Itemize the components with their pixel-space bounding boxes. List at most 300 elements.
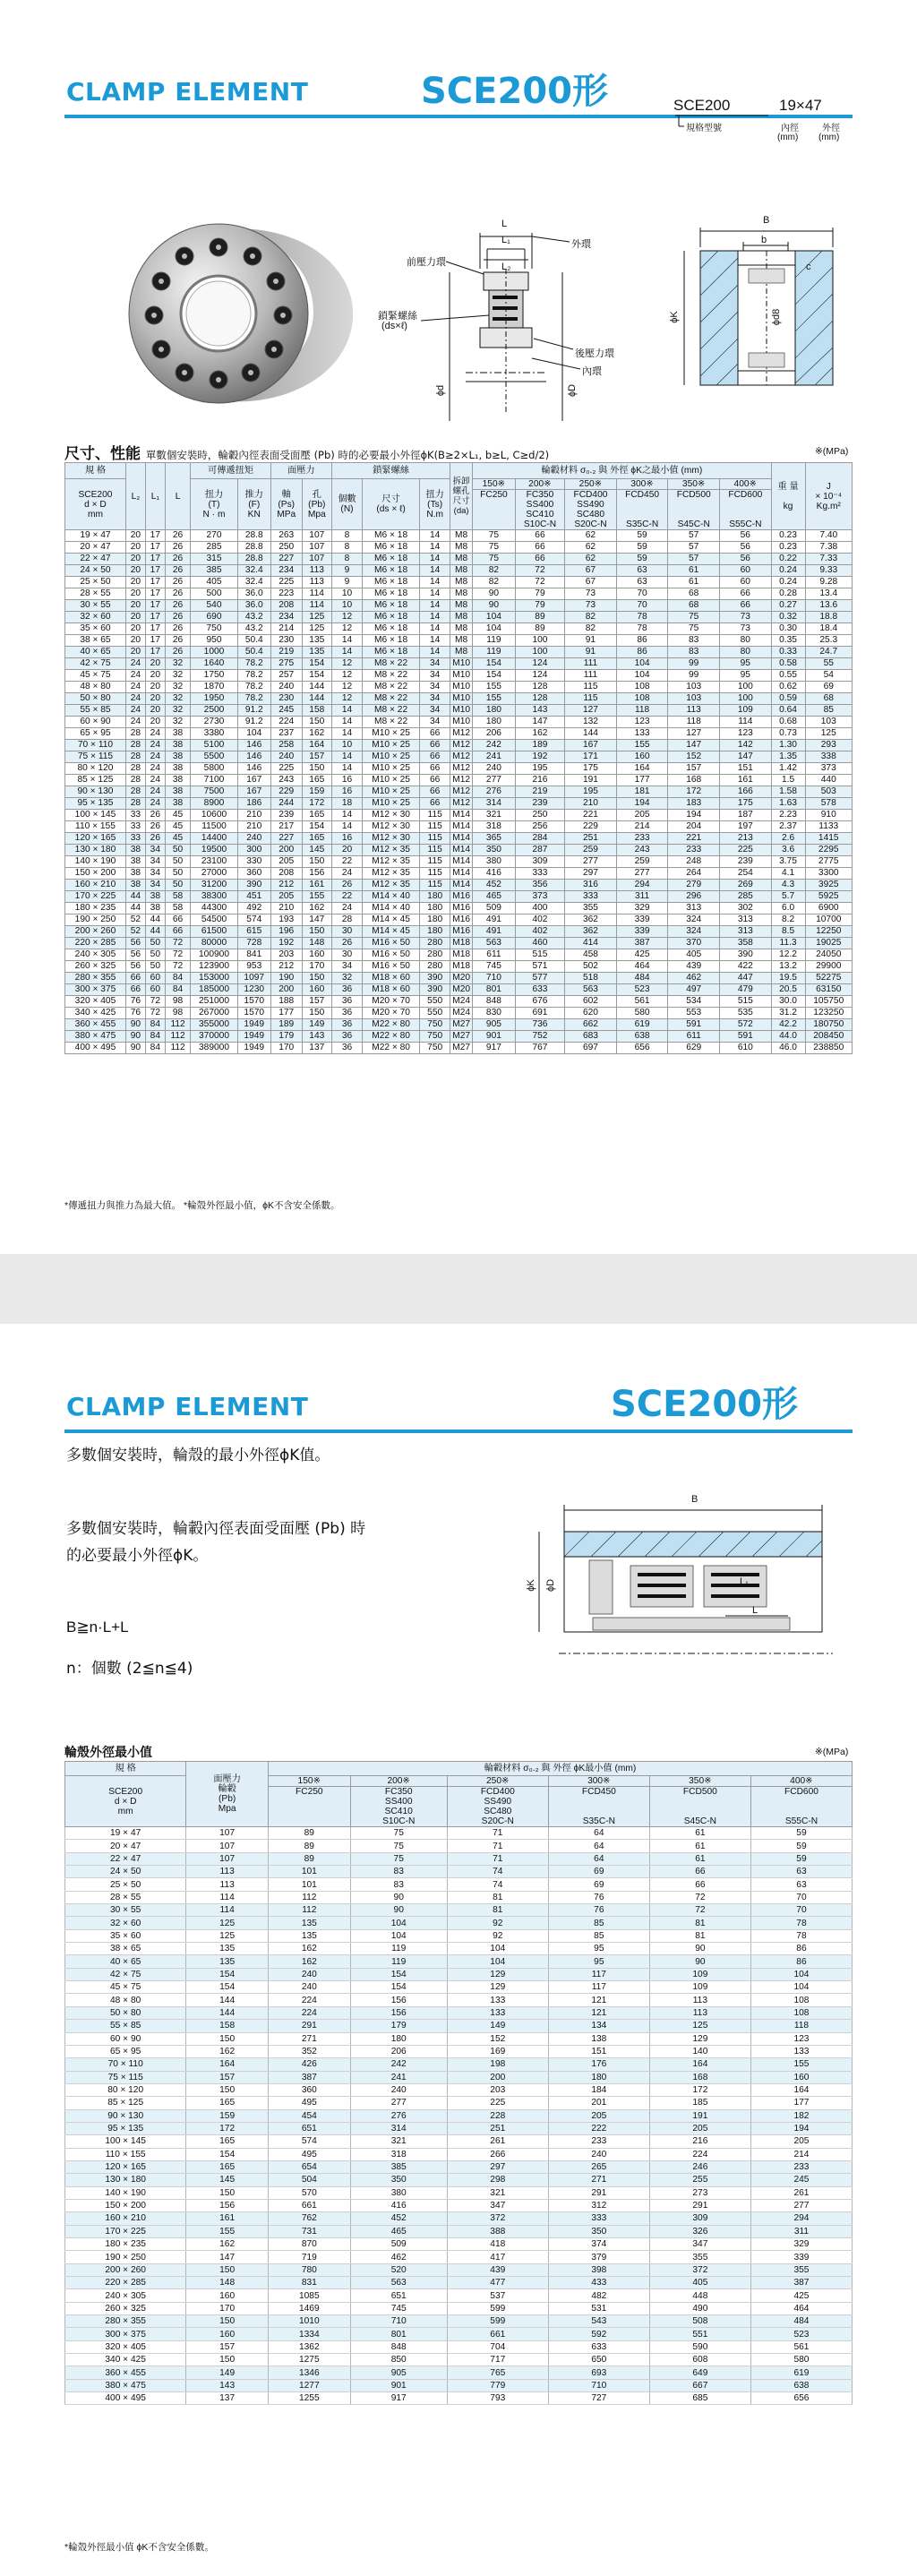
- table-cell: 42.2: [771, 1019, 805, 1031]
- table-cell: 172: [186, 2122, 269, 2134]
- table-cell: 448: [649, 2289, 750, 2302]
- table-cell: 86: [750, 1943, 852, 1955]
- table-cell: M6 × 18: [363, 530, 420, 542]
- table-row: [65, 961, 853, 973]
- table-cell: 251: [447, 2122, 548, 2134]
- table-cell: 99: [668, 670, 720, 682]
- table-cell: 128: [515, 682, 564, 693]
- table-cell: 736: [515, 1019, 564, 1031]
- table-cell: 224: [270, 717, 302, 728]
- table-cell: 321: [447, 2186, 548, 2199]
- hub-drawing-lines: [663, 215, 842, 394]
- table-cell: M6 × 18: [363, 623, 420, 635]
- table-cell: 154: [473, 670, 516, 682]
- table-cell: 140 × 190: [65, 856, 126, 868]
- th-dismount-sym: (da): [453, 506, 469, 516]
- table-cell: 574: [268, 2135, 350, 2148]
- table-cell: 149: [447, 2020, 548, 2032]
- table-cell: 75: [473, 542, 516, 554]
- table-cell: 350: [473, 845, 516, 856]
- table-row: [65, 763, 853, 775]
- table-cell: 89: [268, 1852, 350, 1865]
- table-cell: 697: [565, 1043, 617, 1054]
- table-cell: 124: [515, 658, 564, 670]
- th-m2-mat: [515, 490, 564, 530]
- table-cell: 23100: [191, 856, 237, 868]
- table-cell: M14: [450, 856, 473, 868]
- table-cell: 133: [616, 728, 668, 740]
- table-cell: 234: [270, 565, 302, 577]
- table-cell: 17: [145, 554, 165, 565]
- table-cell: 195: [565, 786, 617, 798]
- table-cell: 405: [668, 949, 720, 961]
- table-cell: 801: [350, 2328, 447, 2340]
- table-cell: 18: [331, 798, 362, 810]
- th2-m2c: SS400: [384, 1797, 413, 1807]
- table-cell: 105750: [805, 996, 853, 1008]
- table-cell: M14 × 40: [363, 891, 420, 903]
- table-cell: 84: [145, 1043, 165, 1054]
- table-cell: 38: [145, 903, 165, 914]
- label-phi-D-2: ϕD: [545, 1578, 557, 1593]
- table-cell: 482: [548, 2289, 649, 2302]
- table-cell: 66: [125, 984, 145, 996]
- table-cell: 239: [515, 798, 564, 810]
- table-row: [65, 2289, 853, 2302]
- table-cell: 36.0: [237, 600, 270, 612]
- table-cell: 242: [350, 2058, 447, 2071]
- th-pressure-group: 面壓力: [270, 463, 331, 479]
- table-row: [65, 1866, 853, 1878]
- table-cell: M14: [450, 821, 473, 833]
- table-cell: 144: [186, 1994, 269, 2006]
- table-cell: 901: [350, 2379, 447, 2391]
- table-cell: 439: [668, 961, 720, 973]
- table-cell: 358: [720, 938, 772, 949]
- th2-hub: 輪轂: [218, 1784, 236, 1794]
- table-cell: 19025: [805, 938, 853, 949]
- table-cell: 90: [649, 1943, 750, 1955]
- table-cell: 185000: [191, 984, 237, 996]
- table-cell: 19500: [191, 845, 237, 856]
- table-cell: 313: [720, 926, 772, 938]
- table-cell: M12: [450, 775, 473, 786]
- table-cell: 300 × 375: [65, 2328, 186, 2340]
- label-b: b: [761, 235, 767, 245]
- table-cell: 66: [420, 786, 450, 798]
- th-count-label: 個數: [338, 494, 356, 504]
- table-cell: 146: [237, 740, 270, 751]
- table-cell: 651: [350, 2289, 447, 2302]
- table-cell: 8900: [191, 798, 237, 810]
- table-cell: 447: [720, 973, 772, 984]
- table-cell: 179: [350, 2020, 447, 2032]
- table-cell: 12250: [805, 926, 853, 938]
- table-cell: 28.8: [237, 530, 270, 542]
- table-cell: 45: [165, 821, 191, 833]
- table-cell: 19.5: [771, 973, 805, 984]
- table-cell: 233: [616, 833, 668, 845]
- para1-line2: 的必要最小外徑ϕK。: [66, 1547, 209, 1565]
- table-cell: 60: [720, 577, 772, 588]
- th-weight-unit: kg: [783, 501, 793, 511]
- table-cell: 34: [420, 717, 450, 728]
- table-row: [65, 2238, 853, 2251]
- table-cell: 16: [331, 833, 362, 845]
- table-cell: 28 × 55: [65, 588, 126, 600]
- table-cell: 12.2: [771, 949, 805, 961]
- table-cell: 150 × 200: [65, 868, 126, 880]
- catalog-page-2: [0, 1324, 917, 2576]
- table-cell: 0.28: [771, 588, 805, 600]
- table-cell: 509: [473, 903, 516, 914]
- table-cell: 61: [649, 1840, 750, 1852]
- table-cell: 55: [805, 658, 853, 670]
- table-cell: M12: [450, 786, 473, 798]
- table-cell: 62: [565, 530, 617, 542]
- table-row: [65, 565, 853, 577]
- table-cell: 27000: [191, 868, 237, 880]
- table-cell: 1950: [191, 693, 237, 705]
- table-cell: 89: [515, 623, 564, 635]
- table-row: [65, 798, 853, 810]
- table-cell: 731: [268, 2225, 350, 2237]
- table-cell: 58: [165, 903, 191, 914]
- table-cell: 28: [125, 763, 145, 775]
- table-cell: 223: [270, 588, 302, 600]
- table-cell: 266: [447, 2148, 548, 2160]
- table-cell: 3925: [805, 880, 853, 891]
- table-cell: 259: [565, 845, 617, 856]
- table-cell: 92: [447, 1929, 548, 1942]
- table-cell: 150: [186, 2186, 269, 2199]
- table-cell: 26: [165, 530, 191, 542]
- table-cell: 44: [125, 903, 145, 914]
- table-cell: 537: [447, 2289, 548, 2302]
- table-cell: 7.40: [805, 530, 853, 542]
- table-cell: 1133: [805, 821, 853, 833]
- table-cell: 167: [237, 775, 270, 786]
- th-size: [363, 479, 420, 530]
- table-cell: 189: [270, 1019, 302, 1031]
- th-m2c: SS400: [526, 500, 554, 510]
- th-L: L: [165, 463, 191, 530]
- table-cell: 242: [473, 740, 516, 751]
- table-cell: M14: [450, 868, 473, 880]
- table-cell: 1949: [237, 1031, 270, 1043]
- table-cell: 140 × 190: [65, 2186, 186, 2199]
- table-cell: 38: [165, 763, 191, 775]
- table-cell: 6.0: [771, 903, 805, 914]
- section-drawing-lines: [367, 215, 663, 430]
- table-cell: 365: [473, 833, 516, 845]
- table-cell: 59: [750, 1852, 852, 1865]
- table-cell: 7500: [191, 786, 237, 798]
- table-cell: 750: [420, 1019, 450, 1031]
- table-cell: 86: [750, 1955, 852, 1968]
- table-cell: 24: [331, 868, 362, 880]
- table-cell: 60 × 90: [65, 717, 126, 728]
- table-cell: 291: [268, 2020, 350, 2032]
- th-model: [65, 479, 126, 530]
- table-cell: 45 × 75: [65, 1981, 186, 1994]
- table-row: [65, 868, 853, 880]
- table-cell: 107: [186, 1852, 269, 1865]
- table-cell: 154: [186, 2148, 269, 2160]
- table-cell: 300: [237, 845, 270, 856]
- table-cell: 240: [270, 751, 302, 763]
- table-cell: 85: [548, 1929, 649, 1942]
- table-cell: 14: [331, 810, 362, 821]
- table-cell: 561: [616, 996, 668, 1008]
- table-row: [65, 1031, 853, 1043]
- table-cell: 168: [668, 775, 720, 786]
- table-cell: 190: [270, 973, 302, 984]
- th-weight: [771, 463, 805, 530]
- table-cell: 380 × 475: [65, 2379, 186, 2391]
- table-cell: 175: [720, 798, 772, 810]
- table-row: [65, 2328, 853, 2340]
- table-cell: 162: [302, 903, 331, 914]
- table-cell: M8 × 22: [363, 705, 420, 717]
- table-row: [65, 2225, 853, 2237]
- table-cell: 620: [565, 1008, 617, 1019]
- table-cell: 68: [668, 588, 720, 600]
- table-cell: 91: [565, 635, 617, 647]
- th-J-label: J: [826, 481, 831, 492]
- table-cell: 14: [331, 728, 362, 740]
- table-cell: 34: [420, 705, 450, 717]
- table-cell: 91.2: [237, 705, 270, 717]
- table-cell: 169: [447, 2045, 548, 2057]
- table-cell: M18: [450, 961, 473, 973]
- table-cell: 118: [750, 2020, 852, 2032]
- table-cell: 176: [548, 2058, 649, 2071]
- table-cell: 259: [616, 856, 668, 868]
- table-cell: 183: [668, 798, 720, 810]
- table-cell: 710: [350, 2315, 447, 2328]
- table-cell: 710: [548, 2379, 649, 2391]
- table-cell: 165: [302, 775, 331, 786]
- th2-pb: (Pb): [219, 1794, 236, 1804]
- table-cell: 495: [268, 2097, 350, 2109]
- th-m4e: S35C-N: [625, 519, 659, 529]
- table-cell: M12: [450, 798, 473, 810]
- table-row: [65, 1904, 853, 1917]
- table-cell: 515: [515, 949, 564, 961]
- table-cell: 477: [447, 2277, 548, 2289]
- table-cell: 162: [515, 728, 564, 740]
- table-cell: 34: [331, 961, 362, 973]
- table-cell: 119: [473, 647, 516, 658]
- table-cell: 241: [350, 2071, 447, 2083]
- table-cell: 20 × 47: [65, 1840, 186, 1852]
- table-cell: 125: [186, 1917, 269, 1929]
- table-cell: 553: [668, 1008, 720, 1019]
- table-cell: 1277: [268, 2379, 350, 2391]
- table-cell: 360 × 455: [65, 1019, 126, 1031]
- table-cell: 34: [420, 693, 450, 705]
- table-cell: 240: [268, 1981, 350, 1994]
- table-cell: 387: [750, 2277, 852, 2289]
- table-row: [65, 2212, 853, 2225]
- table-cell: 599: [447, 2315, 548, 2328]
- table-cell: 509: [350, 2238, 447, 2251]
- model-title: SCE200形: [421, 71, 608, 112]
- table-cell: 38: [165, 728, 191, 740]
- th-m5: 350※: [668, 479, 720, 490]
- table-cell: 92: [447, 1917, 548, 1929]
- table-cell: 66: [420, 798, 450, 810]
- table-cell: 294: [750, 2212, 852, 2225]
- table-cell: 95 × 135: [65, 2122, 186, 2134]
- table-cell: 277: [616, 868, 668, 880]
- table-cell: 103: [668, 682, 720, 693]
- table-cell: 101: [268, 1866, 350, 1878]
- table-cell: 508: [649, 2315, 750, 2328]
- table-cell: 608: [649, 2354, 750, 2366]
- table-cell: 324: [668, 926, 720, 938]
- th-m6-mat: [720, 490, 772, 530]
- table-cell: 271: [268, 2032, 350, 2045]
- table-cell: 750: [420, 1031, 450, 1043]
- table-cell: 170: [302, 961, 331, 973]
- table-cell: 42 × 75: [65, 658, 126, 670]
- table-row: [65, 682, 853, 693]
- table-cell: 75: [473, 554, 516, 565]
- table-cell: 24: [145, 775, 165, 786]
- table-cell: 7100: [191, 775, 237, 786]
- table-cell: 127: [668, 728, 720, 740]
- table-cell: 59: [750, 1840, 852, 1852]
- table-cell: 16: [331, 775, 362, 786]
- table-cell: 32: [165, 717, 191, 728]
- table-cell: 84: [145, 1019, 165, 1031]
- label-outer-ring: 外環: [571, 239, 591, 250]
- table-cell: 245: [270, 705, 302, 717]
- table-cell: 61: [649, 1852, 750, 1865]
- table-cell: 355: [750, 2263, 852, 2276]
- table-cell: 426: [268, 2058, 350, 2071]
- table-cell: 662: [565, 1019, 617, 1031]
- table-cell: M6 × 18: [363, 565, 420, 577]
- table-cell: 45: [165, 833, 191, 845]
- table-row: [65, 2366, 853, 2379]
- table-cell: 144: [186, 2006, 269, 2019]
- table-cell: 111: [565, 670, 617, 682]
- table-cell: 157: [302, 751, 331, 763]
- table-cell: 45 × 75: [65, 670, 126, 682]
- table-cell: 44.0: [771, 1031, 805, 1043]
- table2-title: 輪殼外徑最小值: [64, 1746, 152, 1760]
- table-cell: 140: [649, 2045, 750, 2057]
- table-cell: 20: [145, 658, 165, 670]
- table-cell: 154: [302, 670, 331, 682]
- table-cell: 543: [548, 2315, 649, 2328]
- table-cell: 125: [649, 2020, 750, 2032]
- table-cell: 90: [350, 1891, 447, 1903]
- table-row: [65, 984, 853, 996]
- table-cell: 905: [473, 1019, 516, 1031]
- label-B: B: [763, 215, 770, 226]
- table-cell: M18 × 60: [363, 984, 420, 996]
- table-cell: 95: [548, 1943, 649, 1955]
- table-cell: 90: [125, 1043, 145, 1054]
- table-cell: 20 × 47: [65, 542, 126, 554]
- table-cell: 115: [420, 868, 450, 880]
- table-cell: 318: [350, 2148, 447, 2160]
- table-cell: 340 × 425: [65, 1008, 126, 1019]
- table-cell: 81: [649, 1917, 750, 1929]
- table-cell: 14: [420, 530, 450, 542]
- table-cell: 258: [270, 740, 302, 751]
- table-cell: 219: [270, 647, 302, 658]
- table-cell: 28: [331, 914, 362, 926]
- table-cell: 71: [447, 1852, 548, 1865]
- th-screw-torque-label: 扭力: [425, 489, 444, 500]
- table-cell: 1570: [237, 996, 270, 1008]
- table-cell: 180: [473, 705, 516, 717]
- table-cell: 14: [420, 600, 450, 612]
- table-cell: 452: [350, 2212, 447, 2225]
- th-J-exp: × 10⁻⁴: [815, 491, 843, 502]
- table-cell: 3.75: [771, 856, 805, 868]
- table-cell: 243: [616, 845, 668, 856]
- table-cell: 157: [186, 2071, 269, 2083]
- table-cell: 324: [668, 914, 720, 926]
- table-cell: 113: [186, 1866, 269, 1878]
- table-cell: 465: [473, 891, 516, 903]
- table-cell: 615: [237, 926, 270, 938]
- th2-m2-mat: [350, 1787, 447, 1827]
- table-cell: 181: [616, 786, 668, 798]
- table-cell: 280 × 355: [65, 2315, 186, 2328]
- brand-title: CLAMP ELEMENT: [66, 77, 309, 107]
- table-cell: 20: [125, 542, 145, 554]
- table-cell: 550: [420, 1008, 450, 1019]
- table-cell: 66: [515, 530, 564, 542]
- th-thrust: [237, 479, 270, 530]
- label-screw-spec: (ds×ℓ): [381, 321, 407, 331]
- table-row: [65, 2379, 853, 2391]
- table-row: [65, 2354, 853, 2366]
- table-cell: 64: [548, 1852, 649, 1865]
- table-cell: 285: [720, 891, 772, 903]
- para1-line1: 多數個安裝時，輪轂內徑表面受面壓 (Pb) 時: [66, 1520, 366, 1538]
- table-cell: 216: [515, 775, 564, 786]
- table-cell: 166: [720, 786, 772, 798]
- table-cell: 14: [420, 647, 450, 658]
- table-cell: 841: [237, 949, 270, 961]
- table-cell: 38: [165, 751, 191, 763]
- table-cell: 66: [649, 1878, 750, 1891]
- table-cell: 72: [649, 1904, 750, 1917]
- table-cell: 62: [565, 542, 617, 554]
- table-cell: 50 × 80: [65, 693, 126, 705]
- th-hole: [302, 479, 331, 530]
- table-cell: 150: [186, 2315, 269, 2328]
- table-cell: 18.4: [805, 623, 853, 635]
- table-cell: 14: [331, 751, 362, 763]
- table-cell: 112: [165, 1031, 191, 1043]
- table-row: [65, 1981, 853, 1994]
- table-cell: 164: [302, 740, 331, 751]
- table-cell: 216: [649, 2135, 750, 2148]
- label-phi-K-2: ϕK: [525, 1579, 536, 1592]
- table-cell: 224: [268, 2006, 350, 2019]
- table-cell: 180: [420, 891, 450, 903]
- table-row: [65, 2160, 853, 2173]
